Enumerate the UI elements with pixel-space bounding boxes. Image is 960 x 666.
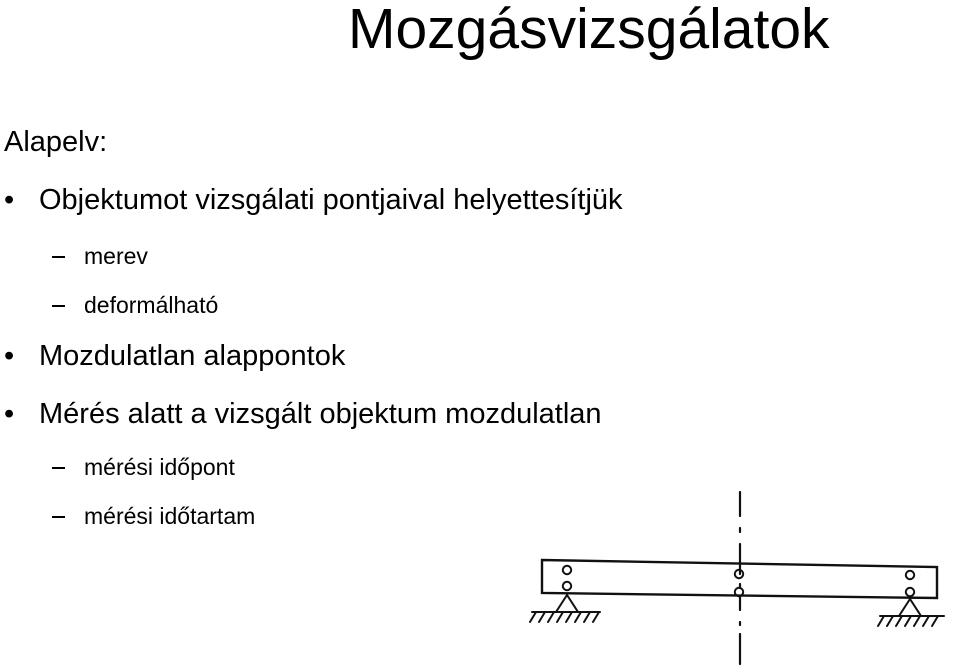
intro-label: Alapelv: [4, 126, 108, 158]
dash-icon [52, 256, 65, 258]
bullet-icon: • [4, 184, 15, 216]
left-support [530, 595, 600, 622]
sub-bullet-text: mérési időpont [84, 454, 235, 480]
sub-bullet-text: mérési időtartam [84, 503, 256, 529]
bullet-text: Mozdulatlan alappontok [39, 340, 346, 372]
sub-bullet-text: merev [84, 243, 148, 269]
bullet-text: Mérés alatt a vizsgált objektum mozdulatlan [39, 398, 602, 430]
sub-bullet-text: deformálható [84, 292, 219, 318]
beam-figure [518, 488, 960, 666]
slide-title: Mozgásvizsgálatok [348, 0, 830, 61]
bullet-icon: • [4, 398, 15, 430]
dash-icon [52, 305, 65, 307]
bullet-text: Objektumot vizsgálati pontjaival helyettesítjük [39, 184, 623, 216]
bullet-icon: • [4, 340, 15, 372]
measurement-points [563, 566, 914, 596]
dash-icon [52, 467, 65, 469]
dash-icon [52, 516, 65, 518]
beam-supported-on-two-hinges-icon [530, 492, 944, 664]
right-support [878, 599, 944, 626]
